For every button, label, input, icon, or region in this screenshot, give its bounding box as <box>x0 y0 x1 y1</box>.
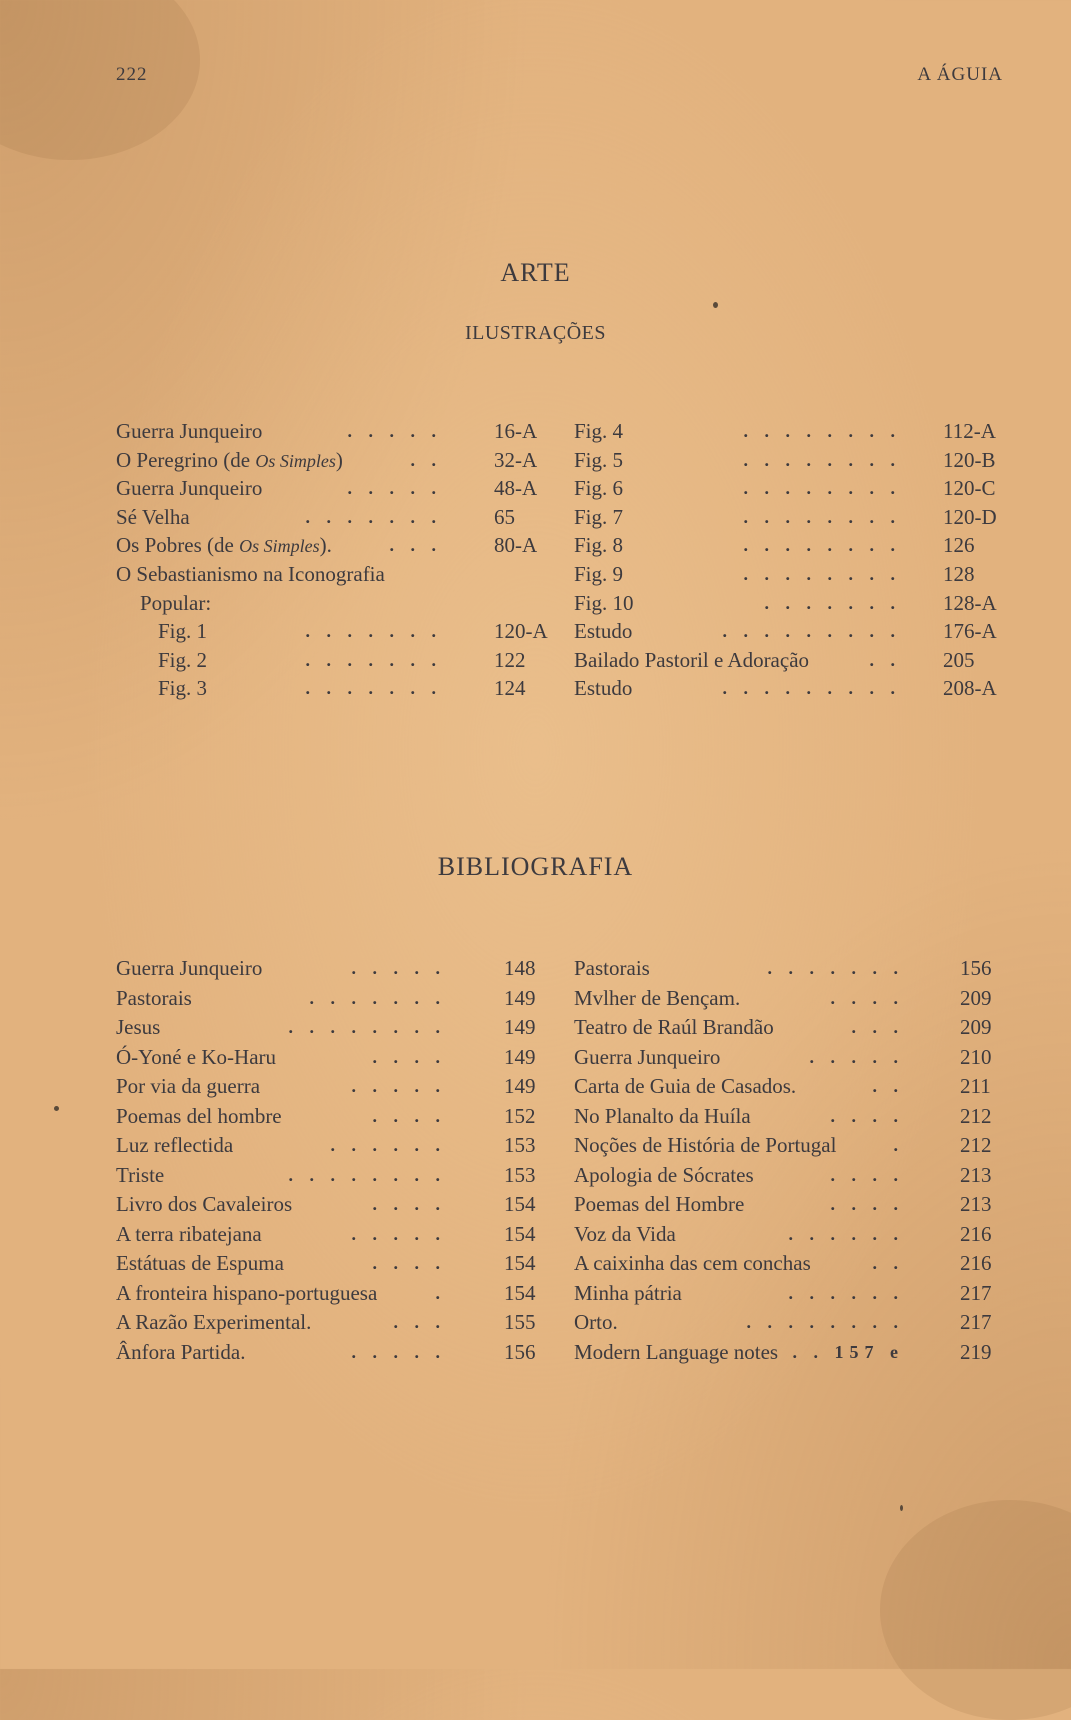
leader-dots: . . . . . . . . <box>288 1164 446 1185</box>
index-entry <box>574 1013 992 1042</box>
index-entry <box>574 1338 992 1367</box>
index-entry <box>574 417 996 446</box>
index-entry <box>116 531 538 560</box>
entry-title: Fig. 8 <box>574 533 624 558</box>
leader-dots: . . . . . <box>347 478 442 499</box>
page-reference: 213 <box>960 1192 992 1216</box>
entry-title: Fig. 9 <box>574 562 624 586</box>
entry-title: Estátuas de Espuma <box>116 1251 284 1275</box>
leader-dots: . . . . . . <box>788 1282 904 1303</box>
entry-title: A terra ribatejana <box>116 1221 262 1246</box>
index-entry <box>574 1043 992 1072</box>
index-entry <box>116 674 526 703</box>
page-reference: 212 <box>960 1103 992 1128</box>
page-reference: 126 <box>943 533 975 558</box>
entry-title: Guerra Junqueiro <box>574 1044 721 1069</box>
entry-title: No Planalto da Huíla <box>574 1103 751 1128</box>
leader-dots: . . . . . . . <box>309 987 446 1008</box>
index-entry <box>574 1190 992 1219</box>
leader-dots: . . <box>869 649 901 670</box>
leader-dots: . . . . . . . <box>305 649 442 670</box>
leader-dots: . . . . . . . <box>305 621 442 642</box>
index-entry <box>574 1131 992 1160</box>
leader-dots: . . . . . . . . <box>743 478 901 499</box>
entry-title: Poemas del hombre <box>116 1103 282 1128</box>
leader-dots: . . <box>872 1253 904 1273</box>
page-reference: 209 <box>960 985 992 1010</box>
leader-dots: . . <box>410 449 442 470</box>
page-reference: 128 <box>943 562 975 586</box>
index-entry <box>116 1249 536 1278</box>
leader-dots: . . <box>872 1076 904 1096</box>
entry-title: A Razão Experimental. <box>116 1310 312 1334</box>
page-reference: 120-C <box>943 476 996 501</box>
entry-title: Modern Language notes <box>574 1339 779 1364</box>
entry-title: Estudo <box>574 619 633 644</box>
leader-dots: . . . . . . . <box>305 678 442 699</box>
entry-title: Fig. 7 <box>574 504 624 529</box>
page-reference: 219 <box>960 1339 992 1364</box>
index-entry <box>116 646 526 675</box>
leader-dots: . . . . . . . . . <box>722 678 901 699</box>
index-entry <box>116 1013 536 1042</box>
page-reference: 16-A <box>494 419 538 443</box>
entry-title: Noções de História de Portugal <box>574 1133 837 1157</box>
entry-title: Guerra Junqueiro <box>116 956 263 980</box>
entry-title-italic: Os Simples <box>239 536 320 557</box>
page-reference: 65 <box>494 504 515 529</box>
page-reference: 120-B <box>943 447 996 472</box>
index-entry <box>116 1161 536 1190</box>
index-entry <box>116 1072 536 1101</box>
entry-title: Por via da guerra <box>116 1074 261 1098</box>
leader-dots: . . . . . . . . . <box>722 621 901 642</box>
entry-title: Minha pátria <box>574 1280 682 1305</box>
leader-dots: . . . . . <box>809 1046 904 1067</box>
leader-dots: . <box>435 1282 446 1303</box>
index-entry <box>116 1043 536 1072</box>
page-reference: 154 <box>504 1280 536 1305</box>
leader-dots: . . . . . . . . <box>743 449 901 470</box>
index-entry <box>574 589 997 618</box>
leader-dots: . . . <box>851 1017 904 1037</box>
index-entry <box>574 984 992 1013</box>
page-reference: 48-A <box>494 476 538 501</box>
entry-title: Jesus <box>116 1015 161 1039</box>
page-reference: 153 <box>504 1162 536 1187</box>
leader-dots: . . . . . <box>351 1341 446 1362</box>
page-reference: 176-A <box>943 619 997 644</box>
leader-dots: . . . . . <box>351 1076 446 1096</box>
entry-title: Orto. <box>574 1310 618 1334</box>
entry-title: Fig. 10 <box>574 590 634 615</box>
entry-title: Poemas del Hombre <box>574 1192 745 1216</box>
leader-dots: . . . . <box>372 1046 446 1067</box>
index-entry <box>116 589 446 618</box>
index-entry <box>116 1190 536 1219</box>
page-reference: 209 <box>960 1015 992 1039</box>
page-reference: 217 <box>960 1310 992 1334</box>
index-entry <box>116 1338 536 1367</box>
entry-title: O Sebastianismo na Iconografia <box>116 562 385 586</box>
entry-title: Triste <box>116 1162 165 1187</box>
leader-dots: . . . . . . . . <box>746 1312 904 1332</box>
entry-title: Estudo <box>574 676 633 701</box>
leader-dots: . . . . <box>372 1194 446 1214</box>
leader-dots: . . . . <box>830 1194 904 1214</box>
leader-dots: . . . . . . . . <box>743 535 901 556</box>
entry-title: A fronteira hispano-portuguesa <box>116 1280 378 1305</box>
section-title-bibliografia: BIBLIOGRAFIA <box>437 852 634 881</box>
entry-title: Fig. 3 <box>158 676 208 701</box>
subsection-title-ilustracoes: ILUSTRAÇÕES <box>464 322 607 344</box>
entry-title: Mvlher de Bençam. <box>574 985 741 1010</box>
leader-dots: . . . . <box>830 1164 904 1185</box>
page-reference: 122 <box>494 647 526 672</box>
index-entry <box>116 984 536 1013</box>
index-entry <box>574 503 997 532</box>
page-reference: 153 <box>504 1133 536 1157</box>
page-reference: 216 <box>960 1221 992 1246</box>
page-reference: 149 <box>504 1015 536 1039</box>
entry-title: Carta de Guia de Casados. <box>574 1074 797 1098</box>
index-entry <box>574 617 997 646</box>
leader-dots: . . . . <box>830 987 904 1008</box>
index-entry <box>574 531 975 560</box>
leader-dots: . . . . . . <box>330 1135 446 1155</box>
index-entry <box>574 1308 992 1337</box>
leader-dots: . . . . . . . . <box>743 506 901 527</box>
leader-dots: . . . <box>393 1312 446 1332</box>
leader-dots: . <box>893 1135 904 1155</box>
leader-dots: . . . . <box>372 1105 446 1126</box>
page-reference: 156 <box>960 956 992 980</box>
page-reference: 149 <box>504 1074 536 1098</box>
index-entry <box>574 1279 992 1308</box>
leader-dots: . . . . . <box>351 1223 446 1244</box>
entry-title-italic: Os Simples <box>255 450 336 471</box>
index-entry <box>116 474 538 503</box>
index-entry <box>574 1072 991 1101</box>
page-reference: 154 <box>504 1221 536 1246</box>
index-entry <box>116 1220 536 1249</box>
leader-dots: . . . . . <box>347 421 442 441</box>
entry-title: Guerra Junqueiro <box>116 476 263 501</box>
index-entry <box>574 474 996 503</box>
index-entry <box>116 503 515 532</box>
entry-title: Fig. 6 <box>574 476 624 501</box>
page-reference: 80-A <box>494 533 538 558</box>
page-reference: 32-A <box>494 447 538 472</box>
leader-dots: . . . . . <box>351 958 446 978</box>
index-entry <box>574 674 997 703</box>
leader-dots: . . . . . . . . <box>288 1017 446 1037</box>
leader-dots: . . . . . . . . <box>743 564 901 584</box>
page-reference: 156 <box>504 1339 536 1364</box>
index-entry <box>116 1102 536 1131</box>
entry-title: Fig. 4 <box>574 419 624 443</box>
page-reference: 154 <box>504 1251 536 1275</box>
entry-title: Ó-Yoné e Ko-Haru <box>116 1044 277 1069</box>
index-entry <box>116 1131 536 1160</box>
entry-title: A caixinha das cem conchas <box>574 1251 811 1275</box>
index-entry <box>574 1102 992 1131</box>
entry-title: Fig. 5 <box>574 447 624 472</box>
index-entry <box>116 446 538 475</box>
page-reference: 216 <box>960 1251 992 1275</box>
page-reference: 120-A <box>494 619 548 644</box>
page-reference: 210 <box>960 1044 992 1069</box>
section-title-arte: ARTE <box>500 258 571 287</box>
entry-title: Livro dos Cavaleiros <box>116 1192 293 1216</box>
leader-dots: . . . . . . . <box>767 958 904 978</box>
page-reference: 152 <box>504 1103 536 1128</box>
entry-title: Bailado Pastoril e Adoração <box>574 647 810 672</box>
entry-title-suffix: ) <box>335 447 343 472</box>
page-reference: 155 <box>504 1310 536 1334</box>
index-entry <box>116 1308 536 1337</box>
page-reference: 120-D <box>943 504 997 529</box>
leader-dots: . . . . . . . <box>305 506 442 527</box>
page-reference: 212 <box>960 1133 992 1157</box>
entry-title: Sé Velha <box>116 504 190 529</box>
journal-name: A ÁGUIA <box>917 64 1003 85</box>
index-entry <box>574 646 975 675</box>
entry-title: Fig. 2 <box>158 647 208 672</box>
leader-dots: . . . . . . <box>788 1223 904 1244</box>
index-entry <box>574 446 996 475</box>
entry-title: Os Pobres (de Os Simples). <box>116 533 332 558</box>
page-reference: 148 <box>504 956 536 980</box>
entry-title: Popular: <box>140 590 212 615</box>
entry-title-suffix: ). <box>319 533 332 558</box>
page-reference: 154 <box>504 1192 536 1216</box>
page-reference: 217 <box>960 1280 992 1305</box>
page-reference: 149 <box>504 985 536 1010</box>
page-reference: 112-A <box>943 419 996 443</box>
page-reference: 149 <box>504 1044 536 1069</box>
index-entry <box>116 954 536 983</box>
entry-title: Ânfora Partida. <box>116 1339 246 1364</box>
index-entry <box>116 617 548 646</box>
leader-dots: . . . <box>389 535 442 556</box>
leader-dots: . . . . <box>372 1253 446 1273</box>
leader-dots: . . . . <box>830 1105 904 1126</box>
leader-dots: . . . . . . . . <box>743 421 901 441</box>
entry-title: Voz da Vida <box>574 1221 676 1246</box>
page-number: 222 <box>116 64 148 85</box>
index-entry <box>574 560 975 589</box>
page-reference: 213 <box>960 1162 992 1187</box>
page-reference: 205 <box>943 647 975 672</box>
page-reference: 124 <box>494 676 526 701</box>
entry-title: Guerra Junqueiro <box>116 419 263 443</box>
leader-dots: . . 157 e <box>792 1341 904 1362</box>
index-entry <box>574 1220 992 1249</box>
entry-title: O Peregrino (de Os Simples) <box>116 447 343 472</box>
page-reference: 208-A <box>943 676 997 701</box>
leader-dots: . . . . . . . <box>764 592 901 613</box>
index-entry <box>116 417 538 446</box>
index-entry <box>574 1249 992 1278</box>
index-entry <box>116 1279 536 1308</box>
entry-title: Luz reflectida <box>116 1133 234 1157</box>
entry-title: Pastorais <box>116 985 192 1010</box>
page-reference: 211 <box>960 1074 991 1098</box>
entry-title: Apologia de Sócrates <box>574 1162 754 1187</box>
page-reference: 128-A <box>943 590 997 615</box>
entry-title: Fig. 1 <box>158 619 208 644</box>
index-entry <box>574 954 992 983</box>
index-entry <box>116 560 446 589</box>
entry-title: Pastorais <box>574 956 650 980</box>
entry-title: Teatro de Raúl Brandão <box>574 1015 774 1039</box>
index-entry <box>574 1161 992 1190</box>
